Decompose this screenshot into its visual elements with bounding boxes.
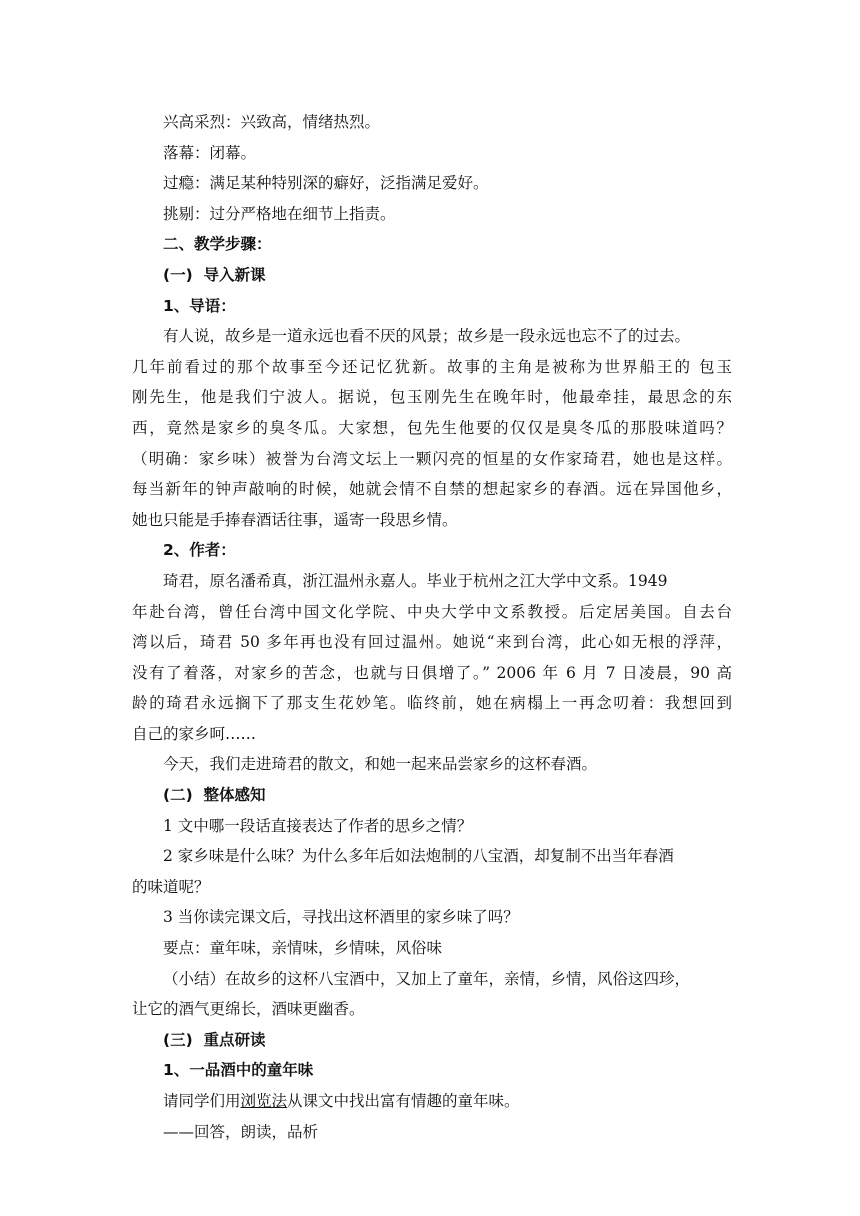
paragraph-line: 没有了着落，对家乡的苦念，也就与日俱增了。” 2006 年 6 月 7 日凌晨，90 高 <box>132 663 732 682</box>
sub-heading: 1、一品酒中的童年味 <box>163 1061 314 1080</box>
sub-heading: 1、导语： <box>163 296 236 315</box>
paragraph-line: 湾以后，琦君 50 多年再也没有回过温州。她说“来到台湾，此心如无根的浮萍， <box>132 633 732 652</box>
summary-line: 让它的酒气更绵长，酒味更幽香。 <box>132 1000 365 1019</box>
lesson-content <box>132 107 732 1147</box>
paragraph-line: 自己的家乡呵…… <box>132 724 257 743</box>
vocab-item: 落幕：闭幕。 <box>163 143 257 162</box>
paragraph-line: 西，竟然是家乡的臭冬瓜。大家想，包先生他要的仅仅是臭冬瓜的那股味道吗？ <box>132 418 732 437</box>
paragraph-line: 年赴台湾，曾任台湾中国文化学院、中央大学中文系教授。后定居美国。自去台 <box>132 602 732 621</box>
paragraph-line: 有人说，故乡是一道永远也看不厌的风景；故乡是一段永远也忘不了的过去。 <box>163 327 691 346</box>
vocab-item: 兴高采烈：兴致高，情绪热烈。 <box>163 113 381 131</box>
vocab-item: 挑剔：过分严格地在细节上指责。 <box>163 204 396 223</box>
instruction-after: 从课文中找出富有情趣的童年味。 <box>287 1092 520 1110</box>
instruction-before: 请同学们用 <box>163 1092 241 1110</box>
step-heading: (三) 重点研读 <box>163 1030 266 1049</box>
paragraph-line: 琦君，原名潘希真，浙江温州永嘉人。毕业于杭州之江大学中文系。1949 <box>163 571 668 590</box>
question: 1 文中哪一段话直接表达了作者的思乡之情？ <box>163 816 473 835</box>
key-points: 要点：童年味，亲情味，乡情味，风俗味 <box>163 939 443 958</box>
paragraph-line: 刚先生，他是我们宁波人。据说，包玉刚先生在晚年时，他最牵挂，最思念的东 <box>132 388 732 407</box>
sub-heading: 2、作者： <box>163 541 236 560</box>
answer-line: ——回答，朗读，品析 <box>163 1122 319 1141</box>
paragraph-line: 几年前看过的那个故事至今还记忆犹新。故事的主角是被称为世界船王的 包玉 <box>132 357 732 376</box>
question: 的味道呢？ <box>132 877 210 896</box>
paragraph-line: 今天，我们走进琦君的散文，和她一起来品尝家乡的这杯春酒。 <box>163 755 598 774</box>
summary-line: （小结）在故乡的这杯八宝酒中，又加上了童年，亲情，乡情，风俗这四珍， <box>163 969 691 988</box>
browse-method: 浏览法 <box>240 1092 288 1110</box>
instruction-line <box>132 1086 732 1117</box>
question: 2 家乡味是什么味？为什么多年后如法炮制的八宝酒，却复制不出当年春酒 <box>163 847 674 866</box>
question: 3 当你读完课文后，寻找出这杯酒里的家乡味了吗？ <box>163 908 519 927</box>
paragraph-line: 龄的琦君永远搁下了那支生花妙笔。临终前，她在病榻上一再念叨着：我想回到 <box>132 694 732 713</box>
step-heading: (二) 整体感知 <box>163 786 266 805</box>
step-heading: (一) 导入新课 <box>163 265 266 284</box>
section-heading: 二、教学步骤： <box>163 235 272 254</box>
vocab-item: 过瘾：满足某种特别深的癖好，泛指满足爱好。 <box>163 174 489 193</box>
paragraph-line: （明确：家乡味）被誉为台湾文坛上一颗闪亮的恒星的女作家琦君，她也是这样。 <box>132 449 732 468</box>
paragraph-line: 每当新年的钟声敲响的时候，她就会情不自禁的想起家乡的春酒。远在异国他乡， <box>132 480 732 499</box>
paragraph-line: 她也只能是手捧春酒话往事，遥寄一段思乡情。 <box>132 510 458 529</box>
